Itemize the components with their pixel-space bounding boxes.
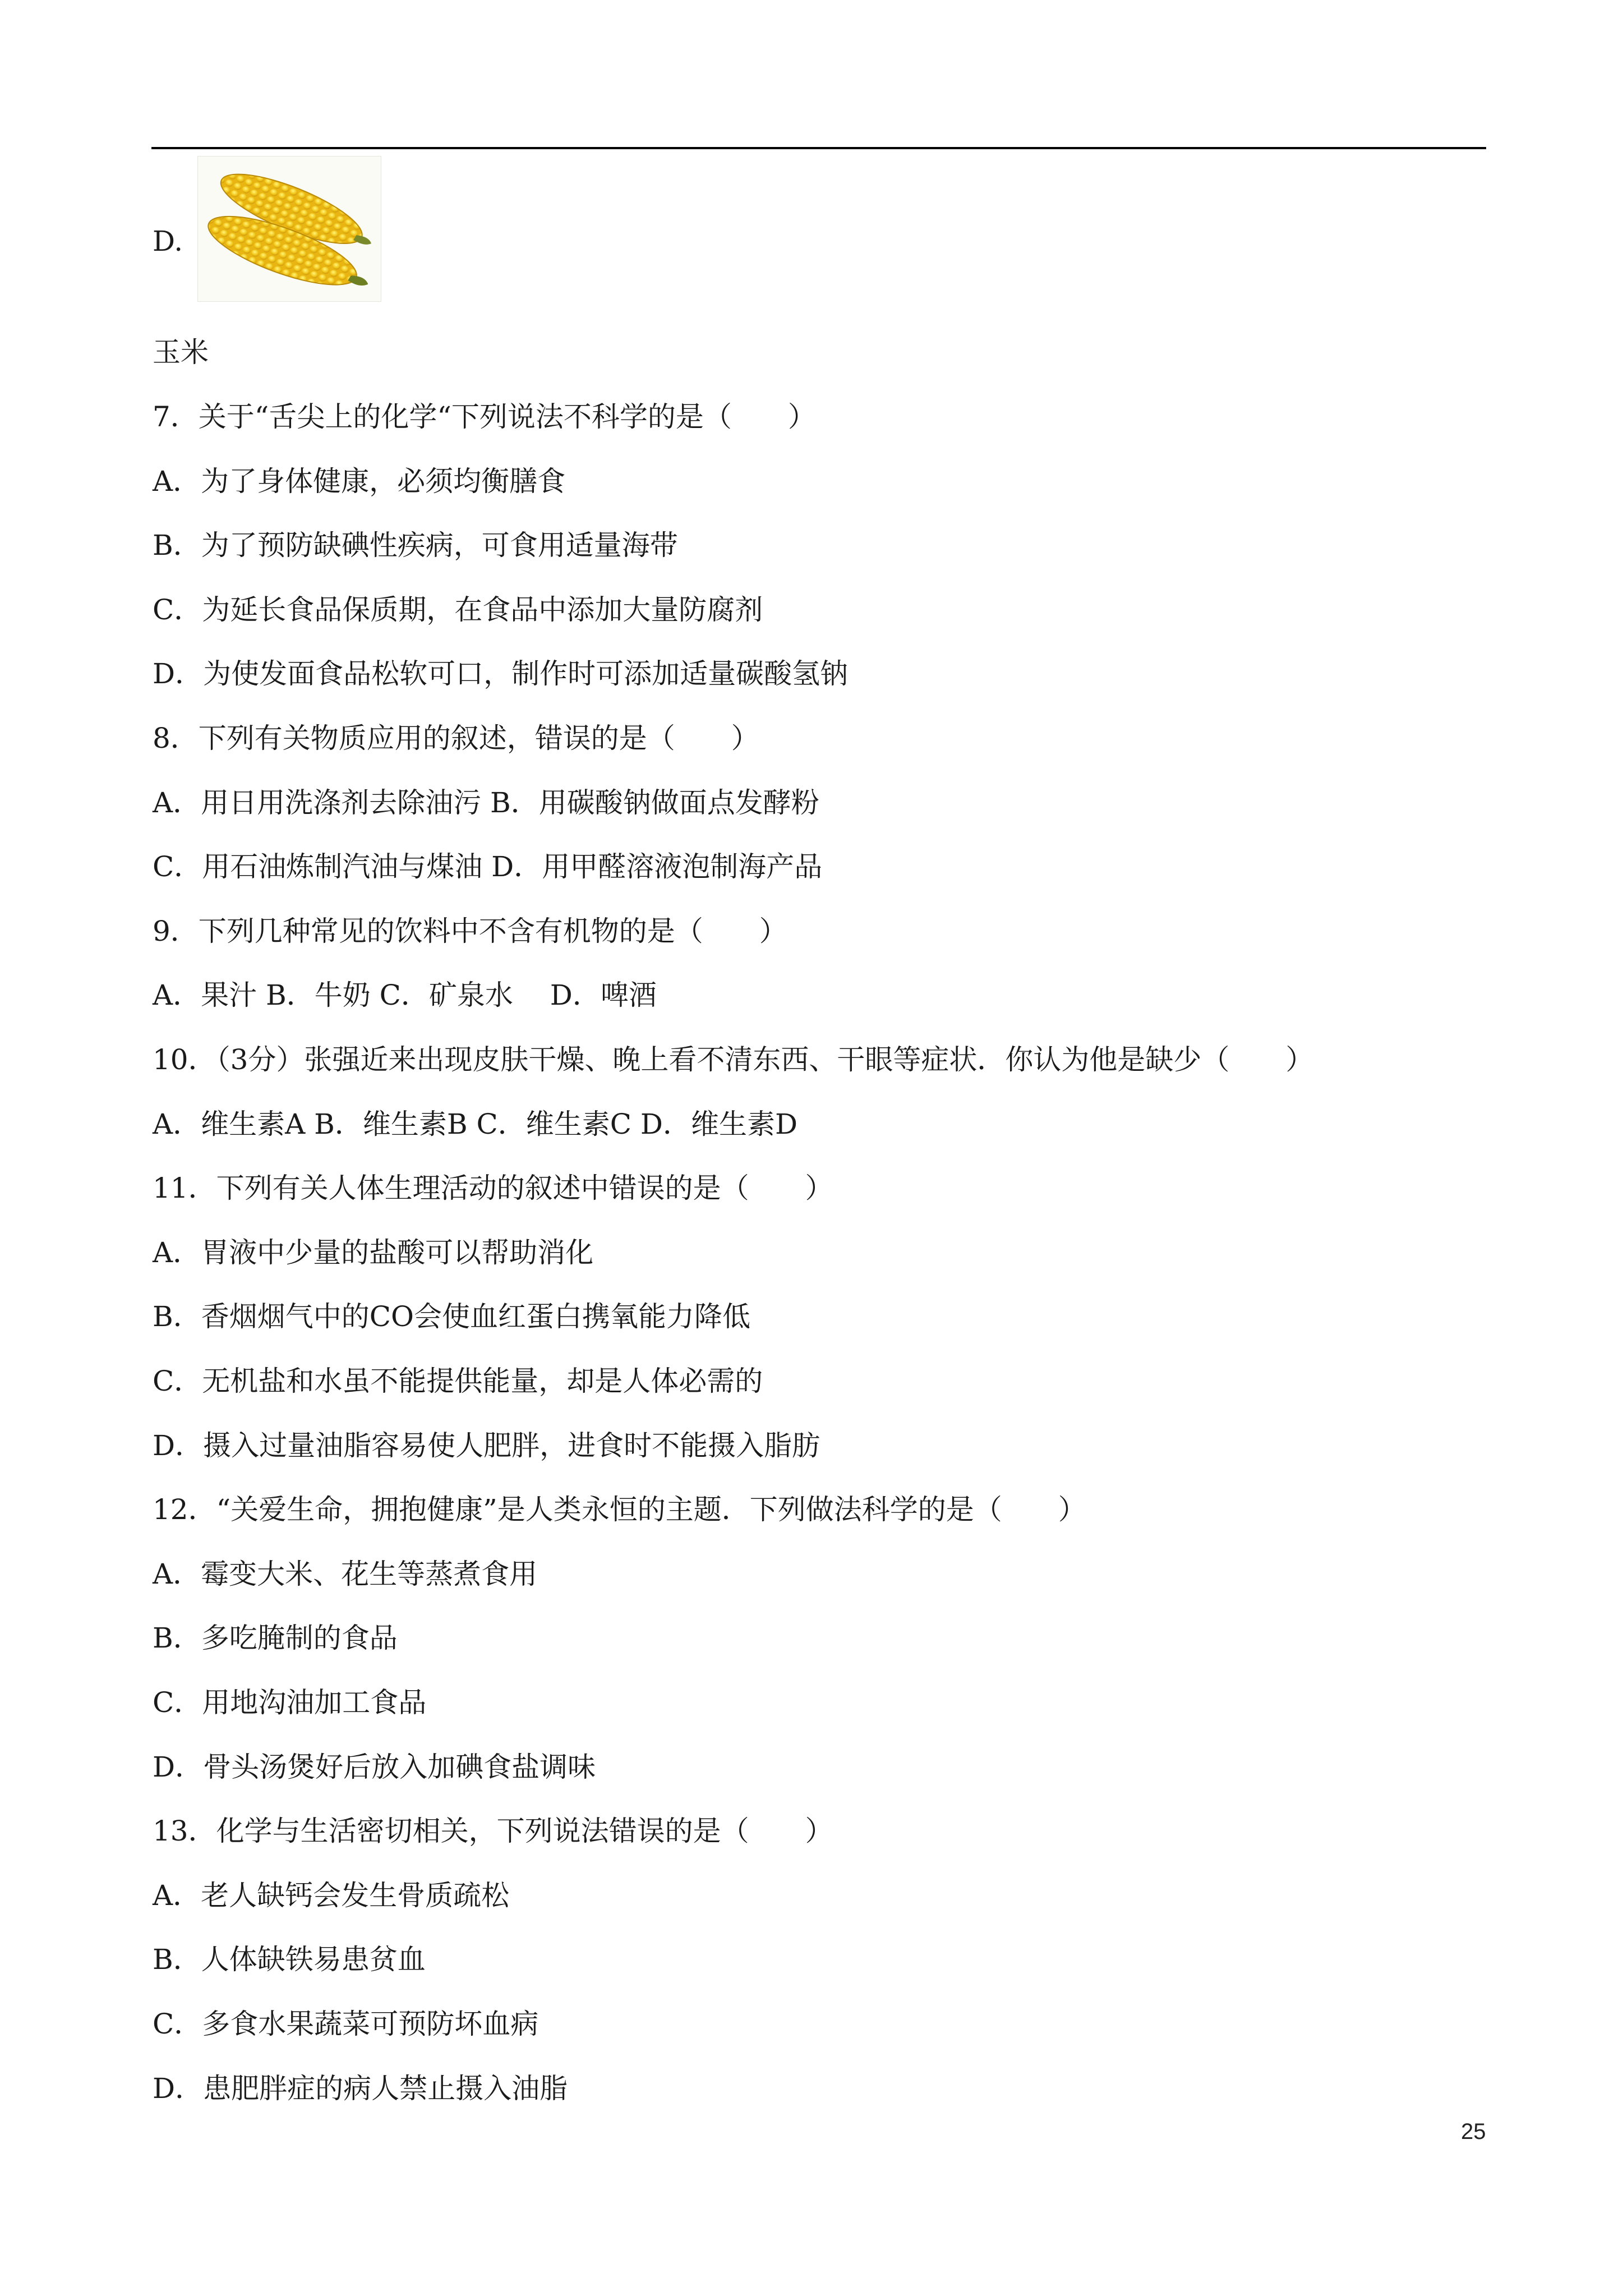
text-line: D．患肥胖症的病人禁止摄入油脂 [153, 2072, 568, 2105]
text-line: B．人体缺铁易患贫血 [153, 1943, 426, 1976]
text-line: 13．化学与生活密切相关，下列说法错误的是（ ） [153, 1815, 833, 1848]
text-line: D．摄入过量油脂容易使人肥胖，进食时不能摄入脂肪 [153, 1429, 820, 1462]
header-rule [151, 147, 1486, 149]
text-line: 8．下列有关物质应用的叙述，错误的是（ ） [153, 722, 759, 754]
text-line: 12．“关爱生命，拥抱健康”是人类永恒的主题．下列做法科学的是（ ） [153, 1493, 1086, 1526]
text-line: 10．（3分）张强近来出现皮肤干燥、晚上看不清东西、干眼等症状．你认为他是缺少（ ） [153, 1043, 1314, 1076]
text-line: D．骨头汤煲好后放入加碘食盐调味 [153, 1750, 596, 1783]
text-line: C．为延长食品保质期，在食品中添加大量防腐剂 [153, 593, 763, 626]
text-line: B．多吃腌制的食品 [153, 1622, 398, 1655]
corn-image [197, 156, 381, 302]
page-number: 25 [1461, 2119, 1486, 2144]
text-line: C．用地沟油加工食品 [153, 1686, 427, 1719]
text-line: A．老人缺钙会发生骨质疏松 [153, 1879, 510, 1912]
text-line: A．为了身体健康，必须均衡膳食 [153, 464, 566, 498]
text-line: B．香烟烟气中的CO会使血红蛋白携氧能力降低 [153, 1300, 750, 1333]
text-line: 11．下列有关人体生理活动的叙述中错误的是（ ） [153, 1172, 833, 1205]
image-caption: 玉米 [153, 336, 209, 369]
text-line: 9．下列几种常见的饮料中不含有机物的是（ ） [153, 914, 787, 947]
text-line: B．为了预防缺碘性疾病，可食用适量海带 [153, 529, 678, 562]
text-line: A．用日用洗涤剂去除油污 B．用碳酸钠做面点发酵粉 [153, 786, 819, 819]
text-line: A．维生素A B．维生素B C．维生素C D．维生素D [153, 1107, 798, 1140]
option-d-label: D. [153, 225, 183, 257]
text-line: C．用石油炼制汽油与煤油 D．用甲醛溶液泡制海产品 [153, 850, 823, 884]
text-line: A．霉变大米、花生等蒸煮食用 [153, 1557, 538, 1590]
text-line: A．果汁 B．牛奶 C．矿泉水 D．啤酒 [153, 979, 657, 1012]
text-line: D．为使发面食品松软可口，制作时可添加适量碳酸氢钠 [153, 657, 849, 691]
text-line: C．多食水果蔬菜可预防坏血病 [153, 2008, 539, 2040]
text-line: A．胃液中少量的盐酸可以帮助消化 [153, 1236, 594, 1269]
text-line: 7．关于“舌尖上的化学“下列说法不科学的是（ ） [153, 401, 816, 433]
text-line: C．无机盐和水虽不能提供能量，却是人体必需的 [153, 1365, 763, 1397]
